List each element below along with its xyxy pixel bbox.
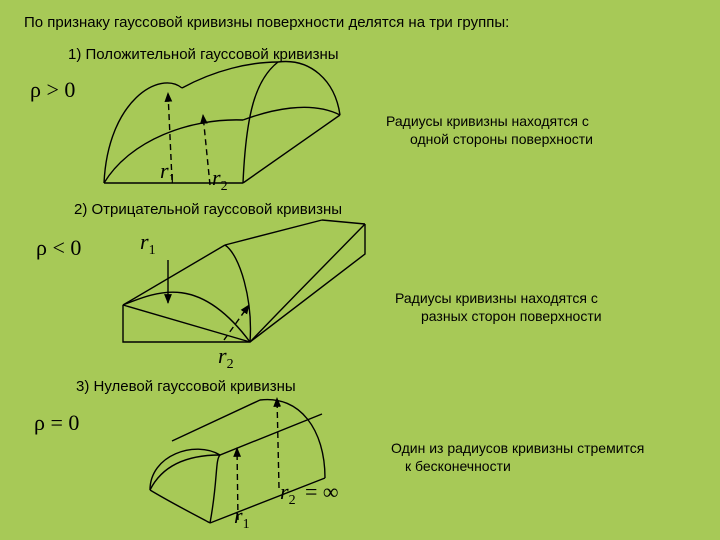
- group2-r1-label: $r_1$: [140, 229, 156, 258]
- negative-curvature-figure: [123, 220, 365, 342]
- group2-condition: ρ < 0: [36, 235, 82, 260]
- page-heading: По признаку гауссовой кривизны поверхности делятся на три группы:: [24, 14, 510, 31]
- group3-condition: ρ = 0: [34, 410, 80, 435]
- group3-desc-line1: Один из радиусов кривизны стремится: [391, 440, 645, 456]
- group2-desc-line2: разных сторон поверхности: [421, 308, 602, 324]
- group3-desc-line2: к бесконечности: [405, 458, 511, 474]
- group1-title: 1) Положительной гауссовой кривизны: [68, 46, 339, 63]
- group1-r1-label: $r_1$: [160, 158, 176, 187]
- group3-title: 3) Нулевой гауссовой кривизны: [76, 378, 296, 395]
- group3-r1-label: $r_1$: [234, 503, 250, 532]
- group2-desc-line1: Радиусы кривизны находятся с: [395, 290, 598, 306]
- group2-title: 2) Отрицательной гауссовой кривизны: [74, 201, 343, 218]
- group3-r2-value: = ∞: [305, 479, 339, 504]
- group1-desc-line1: Радиусы кривизны находятся с: [386, 113, 589, 129]
- group1-r2-label: $r_2$: [212, 165, 228, 194]
- group1-desc-line2: одной стороны поверхности: [410, 131, 593, 147]
- group1-condition: ρ > 0: [30, 77, 76, 102]
- group3-r2-label: $r_2$: [280, 479, 296, 508]
- group2-r2-label: $r_2$: [218, 343, 234, 372]
